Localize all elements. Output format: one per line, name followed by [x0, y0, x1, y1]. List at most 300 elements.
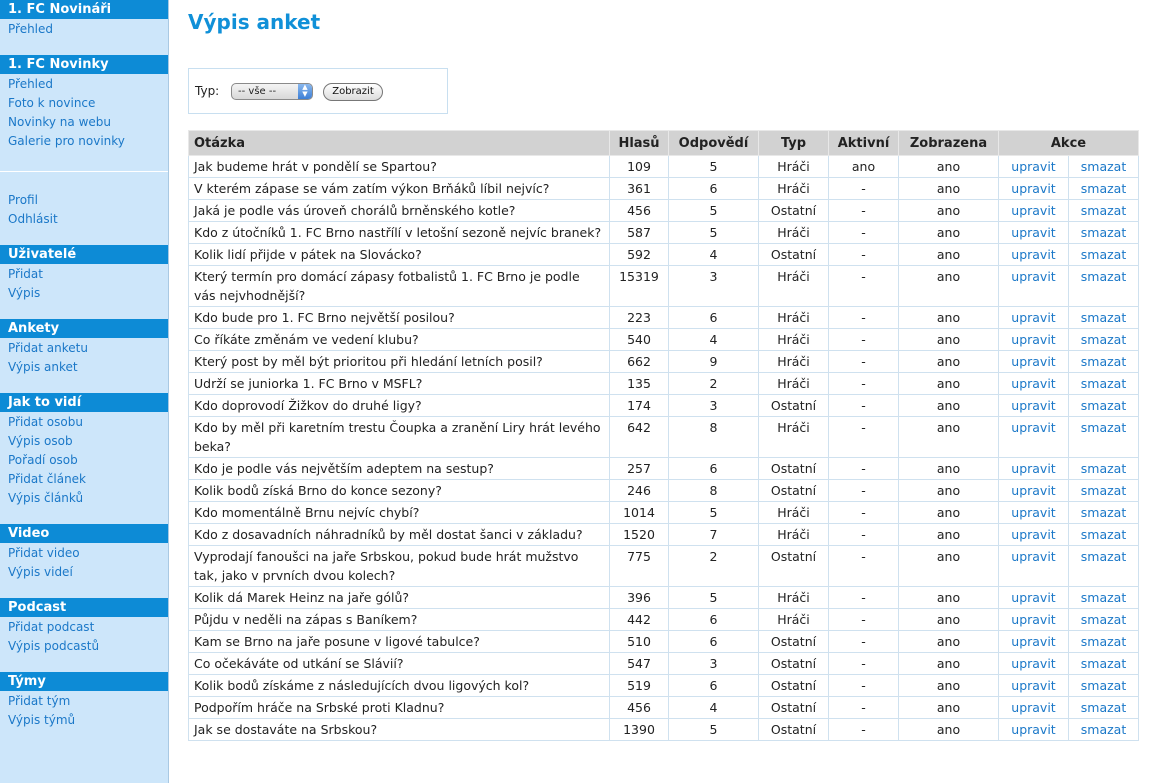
edit-cell: [999, 502, 1069, 524]
question-cell: Půjdu v neděli na zápas s Baníkem?: [189, 609, 610, 631]
type-cell: Ostatní: [759, 480, 829, 502]
question-cell: Udrží se juniorka 1. FC Brno v MSFL?: [189, 373, 610, 395]
votes-cell: 547: [610, 653, 669, 675]
votes-cell: 510: [610, 631, 669, 653]
shown-cell: ano: [899, 156, 999, 178]
type-cell: Hráči: [759, 266, 829, 307]
delete-cell: [1069, 524, 1139, 546]
edit-cell: [999, 373, 1069, 395]
shown-cell: ano: [899, 266, 999, 307]
type-cell: Hráči: [759, 524, 829, 546]
delete-cell: [1069, 480, 1139, 502]
delete-link[interactable]: smazat: [1080, 461, 1127, 476]
active-cell: -: [829, 373, 899, 395]
active-cell: -: [829, 480, 899, 502]
answers-cell: 4: [669, 329, 759, 351]
delete-cell: [1069, 395, 1139, 417]
delete-cell: [1069, 200, 1139, 222]
votes-cell: 257: [610, 458, 669, 480]
answers-cell: 3: [669, 653, 759, 675]
edit-link[interactable]: upravit: [1011, 678, 1056, 693]
edit-link[interactable]: upravit: [1011, 332, 1056, 347]
delete-link[interactable]: smazat: [1080, 354, 1127, 369]
edit-link[interactable]: upravit: [1011, 247, 1056, 262]
delete-link[interactable]: smazat: [1080, 700, 1127, 715]
table-row: [189, 373, 1139, 395]
shown-cell: ano: [899, 395, 999, 417]
sidebar-link-vypis-podcastu[interactable]: Výpis podcastů: [8, 639, 100, 653]
sidebar-link-foto-k-novince[interactable]: Foto k novince: [8, 96, 96, 110]
shown-cell: ano: [899, 222, 999, 244]
votes-cell: 662: [610, 351, 669, 373]
type-cell: Hráči: [759, 222, 829, 244]
edit-cell: [999, 653, 1069, 675]
edit-link[interactable]: upravit: [1011, 354, 1056, 369]
select-arrows-icon: ▲ ▼: [298, 84, 312, 99]
shown-cell: ano: [899, 502, 999, 524]
edit-link[interactable]: upravit: [1011, 612, 1056, 627]
shown-cell: ano: [899, 587, 999, 609]
shown-cell: ano: [899, 307, 999, 329]
shown-cell: ano: [899, 200, 999, 222]
delete-cell: [1069, 458, 1139, 480]
table-row: [189, 458, 1139, 480]
type-cell: Ostatní: [759, 200, 829, 222]
edit-link[interactable]: upravit: [1011, 483, 1056, 498]
delete-link[interactable]: smazat: [1080, 590, 1127, 605]
edit-cell: [999, 307, 1069, 329]
delete-cell: [1069, 222, 1139, 244]
active-cell: -: [829, 222, 899, 244]
question-cell: Kolik lidí přijde v pátek na Slovácko?: [189, 244, 610, 266]
edit-link[interactable]: upravit: [1011, 310, 1056, 325]
table-row: [189, 719, 1139, 741]
votes-cell: 1520: [610, 524, 669, 546]
edit-cell: [999, 244, 1069, 266]
type-cell: Hráči: [759, 587, 829, 609]
section-title: Týmy: [0, 672, 168, 691]
votes-cell: 361: [610, 178, 669, 200]
answers-cell: 6: [669, 631, 759, 653]
votes-cell: 456: [610, 697, 669, 719]
sidebar-link-pridat-anketu[interactable]: Přidat anketu: [8, 341, 88, 355]
answers-cell: 5: [669, 200, 759, 222]
delete-cell: [1069, 178, 1139, 200]
answers-cell: 3: [669, 395, 759, 417]
delete-link[interactable]: smazat: [1080, 722, 1127, 737]
question-cell: Kdo bude pro 1. FC Brno největší posilou?: [189, 307, 610, 329]
delete-cell: [1069, 502, 1139, 524]
edit-link[interactable]: upravit: [1011, 527, 1056, 542]
question-cell: Kdo doprovodí Žižkov do druhé ligy?: [189, 395, 610, 417]
delete-cell: [1069, 266, 1139, 307]
shown-cell: ano: [899, 719, 999, 741]
active-cell: -: [829, 417, 899, 458]
delete-link[interactable]: smazat: [1080, 310, 1127, 325]
delete-link[interactable]: smazat: [1080, 181, 1127, 196]
votes-cell: 174: [610, 395, 669, 417]
type-cell: Hráči: [759, 156, 829, 178]
question-cell: Vyprodají fanoušci na jaře Srbskou, pokud bude hrát mužstvo tak, jako v prvních dvou kolech?: [189, 546, 610, 587]
active-cell: -: [829, 395, 899, 417]
votes-cell: 15319: [610, 266, 669, 307]
edit-cell: [999, 587, 1069, 609]
question-cell: Jak se dostaváte na Srbskou?: [189, 719, 610, 741]
question-cell: Kolik bodů získáme z následujících dvou ligových kol?: [189, 675, 610, 697]
question-cell: Kolik dá Marek Heinz na jaře gólů?: [189, 587, 610, 609]
section-podcast: [0, 598, 168, 656]
votes-cell: 442: [610, 609, 669, 631]
edit-cell: [999, 480, 1069, 502]
answers-cell: 5: [669, 587, 759, 609]
delete-link[interactable]: smazat: [1080, 678, 1127, 693]
edit-link[interactable]: upravit: [1011, 269, 1056, 284]
votes-cell: 592: [610, 244, 669, 266]
delete-link[interactable]: smazat: [1080, 247, 1127, 262]
page-title: Výpis anket: [188, 10, 321, 34]
active-cell: -: [829, 178, 899, 200]
active-cell: -: [829, 351, 899, 373]
answers-cell: 5: [669, 719, 759, 741]
table-row: [189, 587, 1139, 609]
table-row: [189, 222, 1139, 244]
table-row: [189, 351, 1139, 373]
question-cell: Co očekáváte od utkání se Slávií?: [189, 653, 610, 675]
type-cell: Hráči: [759, 307, 829, 329]
sidebar-link-vypis-osob[interactable]: Výpis osob: [8, 434, 73, 448]
sidebar-link-pridat-osobu[interactable]: Přidat osobu: [8, 415, 83, 429]
votes-cell: 1014: [610, 502, 669, 524]
question-cell: V kterém zápase se vám zatím výkon Brňáků líbil nejvíc?: [189, 178, 610, 200]
type-cell: Ostatní: [759, 244, 829, 266]
type-select[interactable]: [231, 83, 313, 100]
answers-cell: 6: [669, 178, 759, 200]
shown-cell: ano: [899, 675, 999, 697]
active-cell: -: [829, 244, 899, 266]
active-cell: -: [829, 719, 899, 741]
section-title: 1. FC Novináři: [0, 0, 168, 19]
sidebar-link-vypis-anket[interactable]: Výpis anket: [8, 360, 78, 374]
edit-cell: [999, 631, 1069, 653]
active-cell: -: [829, 675, 899, 697]
table-row: [189, 307, 1139, 329]
question-cell: Jak budeme hrát v pondělí se Spartou?: [189, 156, 610, 178]
sidebar-link-prehled[interactable]: Přehled: [8, 22, 54, 36]
votes-cell: 775: [610, 546, 669, 587]
shown-cell: ano: [899, 480, 999, 502]
edit-cell: [999, 546, 1069, 587]
shown-cell: ano: [899, 351, 999, 373]
shown-cell: ano: [899, 417, 999, 458]
delete-link[interactable]: smazat: [1080, 483, 1127, 498]
table-row: [189, 417, 1139, 458]
section-uzivatele: [0, 245, 168, 303]
edit-link[interactable]: upravit: [1011, 505, 1056, 520]
table-row: [189, 546, 1139, 587]
delete-link[interactable]: smazat: [1080, 398, 1127, 413]
answers-cell: 5: [669, 156, 759, 178]
delete-cell: [1069, 675, 1139, 697]
active-cell: -: [829, 329, 899, 351]
edit-link[interactable]: upravit: [1011, 461, 1056, 476]
votes-cell: 642: [610, 417, 669, 458]
question-cell: Kdo je podle vás největším adeptem na sestup?: [189, 458, 610, 480]
header-akce: Akce: [999, 131, 1139, 156]
question-cell: Podpořím hráče na Srbské proti Kladnu?: [189, 697, 610, 719]
table-row: [189, 631, 1139, 653]
type-cell: Hráči: [759, 502, 829, 524]
edit-link[interactable]: upravit: [1011, 549, 1056, 564]
delete-cell: [1069, 244, 1139, 266]
type-cell: Ostatní: [759, 675, 829, 697]
answers-cell: 5: [669, 222, 759, 244]
section-title: Jak to vidí: [0, 393, 168, 412]
shown-cell: ano: [899, 609, 999, 631]
header-otazka: Otázka: [189, 131, 610, 156]
table-row: [189, 653, 1139, 675]
edit-cell: [999, 329, 1069, 351]
header-typ: Typ: [759, 131, 829, 156]
section-title: Uživatelé: [0, 245, 168, 264]
question-cell: Kdo z dosavadních náhradníků by měl dostat šanci v základu?: [189, 524, 610, 546]
delete-link[interactable]: smazat: [1080, 225, 1127, 240]
votes-cell: 109: [610, 156, 669, 178]
section-title: Ankety: [0, 319, 168, 338]
delete-cell: [1069, 417, 1139, 458]
delete-link[interactable]: smazat: [1080, 269, 1127, 284]
delete-cell: [1069, 546, 1139, 587]
header-hlasu: Hlasů: [610, 131, 669, 156]
sidebar-link-vypis-videi[interactable]: Výpis videí: [8, 565, 73, 579]
type-cell: Ostatní: [759, 395, 829, 417]
edit-cell: [999, 417, 1069, 458]
active-cell: -: [829, 609, 899, 631]
votes-cell: 1390: [610, 719, 669, 741]
type-select-value: -- vše --: [238, 86, 277, 97]
table-row: [189, 675, 1139, 697]
votes-cell: 456: [610, 200, 669, 222]
type-cell: Hráči: [759, 329, 829, 351]
table-row: [189, 502, 1139, 524]
table-row: [189, 480, 1139, 502]
active-cell: -: [829, 587, 899, 609]
sidebar-link-pridat-video[interactable]: Přidat video: [8, 546, 80, 560]
sidebar-link-pridat-podcast[interactable]: Přidat podcast: [8, 620, 95, 634]
answers-cell: 6: [669, 307, 759, 329]
answers-cell: 4: [669, 697, 759, 719]
shown-cell: ano: [899, 244, 999, 266]
delete-link[interactable]: smazat: [1080, 527, 1127, 542]
edit-cell: [999, 719, 1069, 741]
type-cell: Ostatní: [759, 719, 829, 741]
shown-cell: ano: [899, 653, 999, 675]
votes-cell: 135: [610, 373, 669, 395]
answers-cell: 2: [669, 546, 759, 587]
edit-link[interactable]: upravit: [1011, 159, 1056, 174]
votes-cell: 396: [610, 587, 669, 609]
sidebar-link-pridat[interactable]: Přidat: [8, 267, 43, 281]
sidebar-link-vypis-clanku[interactable]: Výpis článků: [8, 491, 84, 505]
delete-link[interactable]: smazat: [1080, 332, 1127, 347]
shown-cell: ano: [899, 178, 999, 200]
shown-cell: ano: [899, 524, 999, 546]
delete-cell: [1069, 631, 1139, 653]
delete-link[interactable]: smazat: [1080, 656, 1127, 671]
votes-cell: 587: [610, 222, 669, 244]
edit-link[interactable]: upravit: [1011, 634, 1056, 649]
section-fc-novinky: [0, 55, 168, 151]
delete-cell: [1069, 156, 1139, 178]
table-row: [189, 266, 1139, 307]
edit-link[interactable]: upravit: [1011, 203, 1056, 218]
edit-link[interactable]: upravit: [1011, 700, 1056, 715]
type-cell: Ostatní: [759, 546, 829, 587]
delete-cell: [1069, 373, 1139, 395]
section-tymy: [0, 672, 168, 730]
table-header-row: [189, 131, 1139, 156]
edit-link[interactable]: upravit: [1011, 420, 1056, 435]
delete-cell: [1069, 719, 1139, 741]
section-video: [0, 524, 168, 582]
delete-link[interactable]: smazat: [1080, 505, 1127, 520]
delete-link[interactable]: smazat: [1080, 634, 1127, 649]
edit-link[interactable]: upravit: [1011, 722, 1056, 737]
header-aktivni: Aktivní: [829, 131, 899, 156]
delete-cell: [1069, 609, 1139, 631]
answers-cell: 8: [669, 480, 759, 502]
delete-cell: [1069, 307, 1139, 329]
header-odpovedi: Odpovědí: [669, 131, 759, 156]
edit-cell: [999, 178, 1069, 200]
delete-link[interactable]: smazat: [1080, 612, 1127, 627]
edit-link[interactable]: upravit: [1011, 398, 1056, 413]
sidebar-link-galerie-pro-novinky[interactable]: Galerie pro novinky: [8, 134, 125, 148]
delete-link[interactable]: smazat: [1080, 549, 1127, 564]
table-row: [189, 609, 1139, 631]
section-profile: [0, 190, 168, 229]
delete-cell: [1069, 697, 1139, 719]
edit-cell: [999, 200, 1069, 222]
type-cell: Ostatní: [759, 631, 829, 653]
filter-box: [188, 68, 448, 114]
polls-table: [188, 130, 1139, 741]
sidebar-link-profil[interactable]: Profil: [8, 193, 38, 207]
question-cell: Který post by měl být prioritou při hledání letních posil?: [189, 351, 610, 373]
active-cell: -: [829, 524, 899, 546]
section-title: Video: [0, 524, 168, 543]
table-row: [189, 395, 1139, 417]
shown-cell: ano: [899, 697, 999, 719]
votes-cell: 246: [610, 480, 669, 502]
edit-link[interactable]: upravit: [1011, 181, 1056, 196]
delete-link[interactable]: smazat: [1080, 376, 1127, 391]
edit-cell: [999, 458, 1069, 480]
active-cell: -: [829, 697, 899, 719]
edit-cell: [999, 156, 1069, 178]
sidebar-link-pridat-clanek[interactable]: Přidat článek: [8, 472, 87, 486]
sidebar-link-vypis-tymu[interactable]: Výpis týmů: [8, 713, 76, 727]
delete-link[interactable]: smazat: [1080, 203, 1127, 218]
edit-cell: [999, 351, 1069, 373]
sidebar-link-prehled[interactable]: Přehled: [8, 77, 54, 91]
edit-cell: [999, 395, 1069, 417]
edit-link[interactable]: upravit: [1011, 590, 1056, 605]
active-cell: -: [829, 458, 899, 480]
question-cell: Jaká je podle vás úroveň chorálů brněnského kotle?: [189, 200, 610, 222]
delete-cell: [1069, 587, 1139, 609]
answers-cell: 8: [669, 417, 759, 458]
type-cell: Hráči: [759, 417, 829, 458]
answers-cell: 7: [669, 524, 759, 546]
table-row: [189, 524, 1139, 546]
active-cell: -: [829, 307, 899, 329]
shown-cell: ano: [899, 329, 999, 351]
edit-cell: [999, 222, 1069, 244]
answers-cell: 5: [669, 502, 759, 524]
type-cell: Ostatní: [759, 458, 829, 480]
edit-cell: [999, 266, 1069, 307]
delete-cell: [1069, 351, 1139, 373]
type-cell: Hráči: [759, 609, 829, 631]
active-cell: -: [829, 546, 899, 587]
delete-cell: [1069, 653, 1139, 675]
table-row: [189, 200, 1139, 222]
sidebar-link-odhlasit[interactable]: Odhlásit: [8, 212, 58, 226]
type-cell: Hráči: [759, 351, 829, 373]
table-row: [189, 329, 1139, 351]
table-row: [189, 697, 1139, 719]
type-label: Typ:: [195, 84, 220, 98]
delete-link[interactable]: smazat: [1080, 420, 1127, 435]
type-cell: Hráči: [759, 178, 829, 200]
edit-cell: [999, 675, 1069, 697]
votes-cell: 223: [610, 307, 669, 329]
section-fc-novinari: [0, 0, 168, 39]
active-cell: -: [829, 631, 899, 653]
sidebar-link-pridat-tym[interactable]: Přidat tým: [8, 694, 71, 708]
shown-cell: ano: [899, 631, 999, 653]
type-cell: Hráči: [759, 373, 829, 395]
sidebar-link-poradi-osob[interactable]: Pořadí osob: [8, 453, 78, 467]
section-title: Podcast: [0, 598, 168, 617]
edit-cell: [999, 609, 1069, 631]
section-ankety: [0, 319, 168, 377]
votes-cell: 540: [610, 329, 669, 351]
section-jak-to-vidi: [0, 393, 168, 508]
answers-cell: 2: [669, 373, 759, 395]
edit-link[interactable]: upravit: [1011, 225, 1056, 240]
sidebar-link-vypis[interactable]: Výpis: [8, 286, 41, 300]
answers-cell: 4: [669, 244, 759, 266]
edit-link[interactable]: upravit: [1011, 656, 1056, 671]
table-row: [189, 178, 1139, 200]
show-button[interactable]: Zobrazit: [323, 83, 383, 101]
type-cell: Ostatní: [759, 697, 829, 719]
question-cell: Kdo z útočníků 1. FC Brno nastřílí v letošní sezoně nejvíc branek?: [189, 222, 610, 244]
answers-cell: 6: [669, 675, 759, 697]
active-cell: -: [829, 266, 899, 307]
question-cell: Co říkáte změnám ve vedení klubu?: [189, 329, 610, 351]
sidebar-link-novinky-na-webu[interactable]: Novinky na webu: [8, 115, 111, 129]
edit-link[interactable]: upravit: [1011, 376, 1056, 391]
shown-cell: ano: [899, 373, 999, 395]
answers-cell: 9: [669, 351, 759, 373]
type-cell: Ostatní: [759, 653, 829, 675]
delete-link[interactable]: smazat: [1080, 159, 1127, 174]
active-cell: -: [829, 653, 899, 675]
votes-cell: 519: [610, 675, 669, 697]
table-row: [189, 156, 1139, 178]
